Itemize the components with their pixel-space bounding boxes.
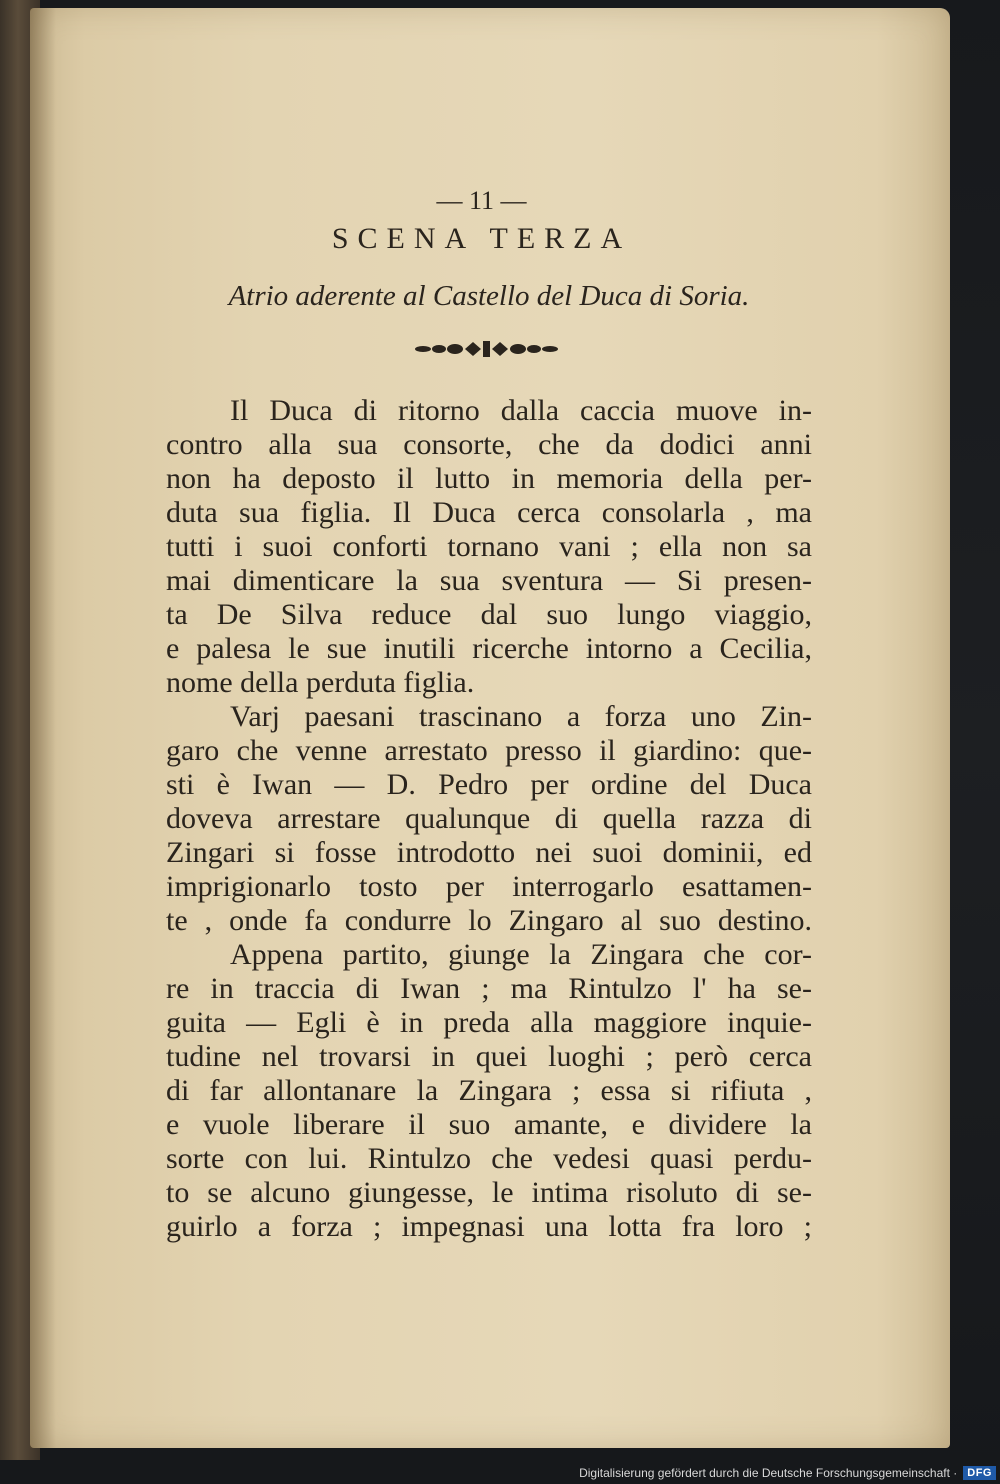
page-number: — 11 — — [436, 186, 527, 215]
footer-credit: Digitalisierung gefördert durch die Deutsche Forschungsgemeinschaft · — [579, 1466, 958, 1480]
text-line: te , onde fa condurre lo Zingaro al suo destino. — [166, 904, 812, 937]
text-line: e palesa le sue inutili ricerche intorno a Cecilia, — [166, 632, 812, 665]
text-line: re in traccia di Iwan ; ma Rintulzo l' ha se- — [166, 972, 812, 1005]
text-line: tutti i suoi conforti tornano vani ; ella non sa — [166, 530, 812, 563]
text-line: duta sua figlia. Il Duca cerca consolarla , ma — [166, 496, 812, 529]
scene-title: SCENA TERZA — [331, 222, 632, 255]
text-line: Varj paesani trascinano a forza uno Zin- — [230, 700, 812, 733]
text-line: tudine nel trovarsi in quei luoghi ; però cerca — [166, 1040, 812, 1073]
text-line: guirlo a forza ; impegnasi una lotta fra loro ; — [166, 1210, 812, 1243]
book-page — [30, 8, 950, 1448]
text-line: mai dimenticare la sua sventura — Si presen- — [166, 564, 812, 597]
text-line: Zingari si fosse introdotto nei suoi dominii, ed — [166, 836, 812, 869]
text-line: to se alcuno giungesse, le intima risoluto di se- — [166, 1176, 812, 1209]
dfg-logo: DFG — [963, 1466, 996, 1480]
ornament-divider-icon — [413, 338, 560, 360]
text-line: ta De Silva reduce dal suo lungo viaggio, — [166, 598, 812, 631]
text-line: garo che venne arrestato presso il giardino: que- — [166, 734, 812, 767]
text-line: contro alla sua consorte, che da dodici anni — [166, 428, 812, 461]
text-line: doveva arrestare qualunque di quella razza di — [166, 802, 812, 835]
digitization-footer — [579, 1462, 1000, 1484]
text-line: nome della perduta figlia. — [166, 666, 475, 699]
text-line: sorte con lui. Rintulzo che vedesi quasi perdu- — [166, 1142, 812, 1175]
text-line: Appena partito, giunge la Zingara che cor- — [230, 938, 812, 971]
text-line: sti è Iwan — D. Pedro per ordine del Duca — [166, 768, 812, 801]
text-line: di far allontanare la Zingara ; essa si rifiuta , — [166, 1074, 812, 1107]
text-line: guita — Egli è in preda alla maggiore inquie- — [166, 1006, 812, 1039]
text-line: Il Duca di ritorno dalla caccia muove in- — [230, 394, 812, 427]
text-line: imprigionarlo tosto per interrogarlo esattamen- — [166, 870, 812, 903]
scene-setting: Atrio aderente al Castello del Duca di Soria. — [228, 280, 750, 312]
text-line: non ha deposto il lutto in memoria della per- — [166, 462, 812, 495]
body-text — [166, 394, 812, 1244]
text-line: e vuole liberare il suo amante, e dividere la — [166, 1108, 812, 1141]
page-fold-shadow — [30, 8, 56, 1448]
